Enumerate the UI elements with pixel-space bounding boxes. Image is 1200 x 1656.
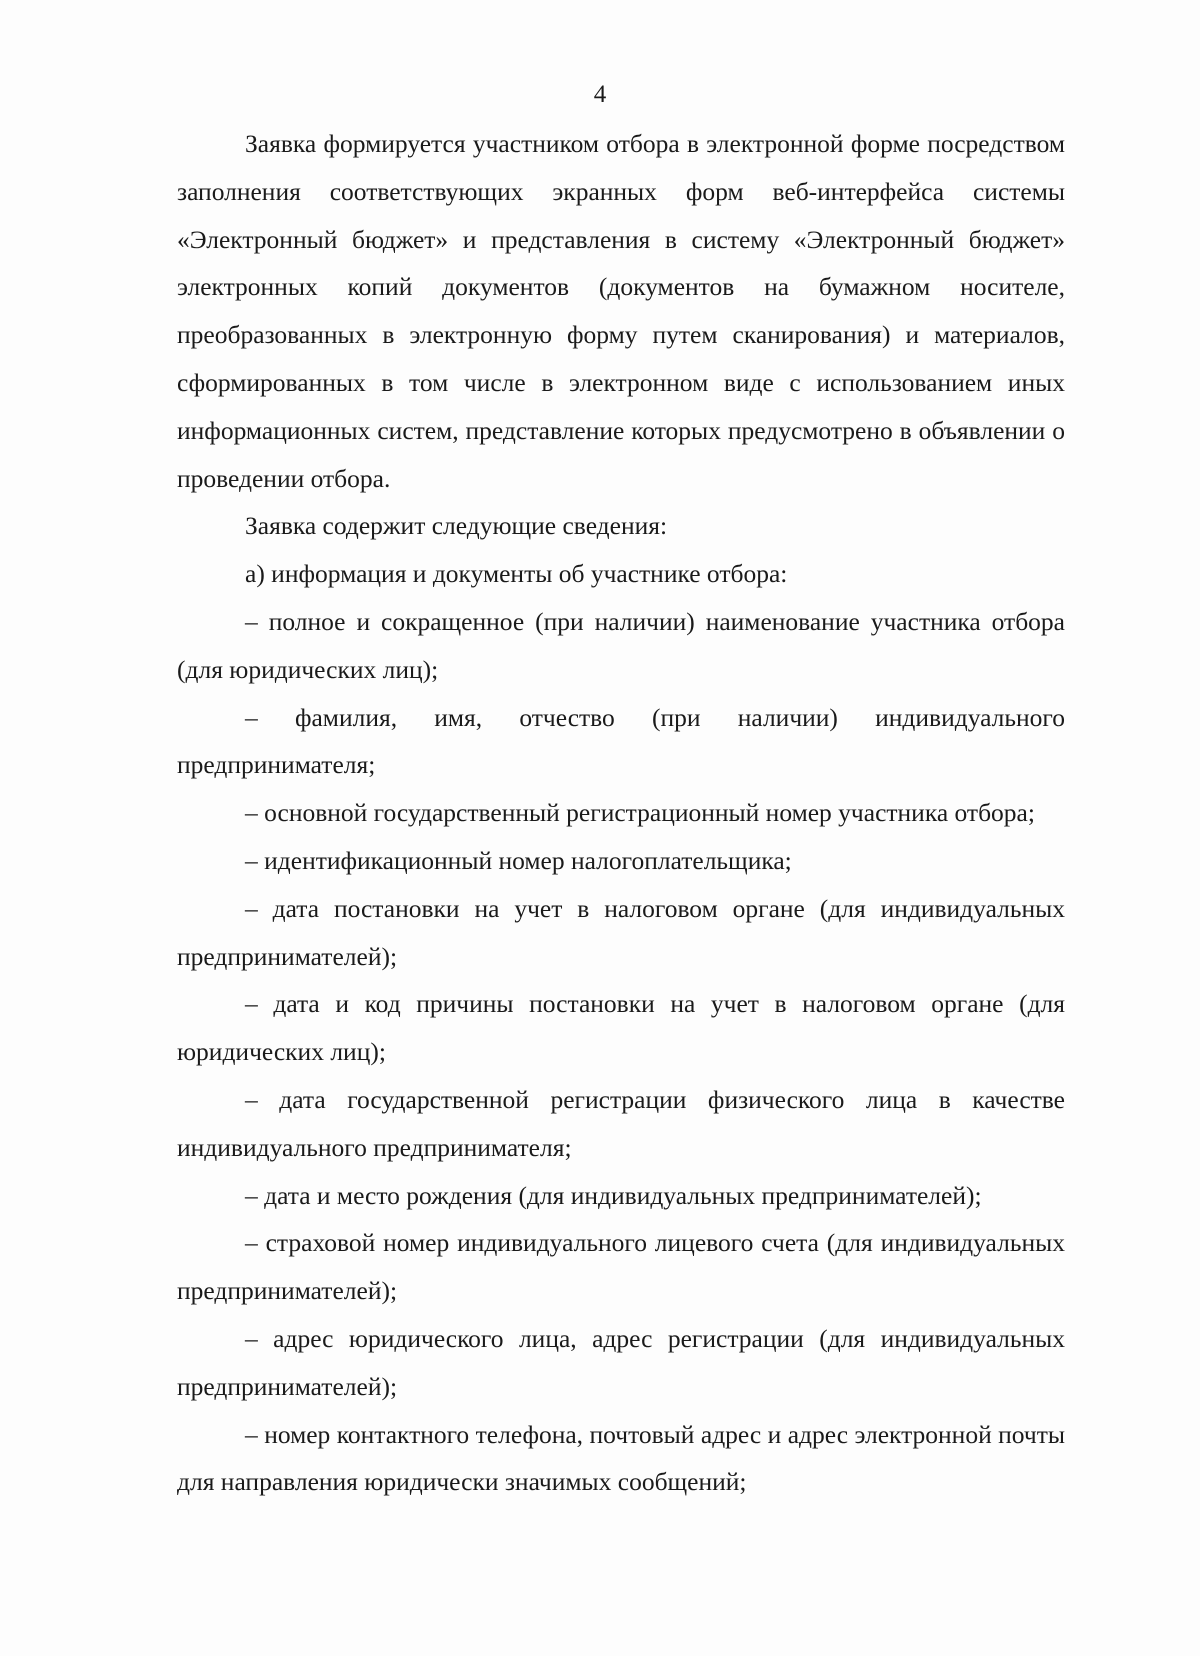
paragraph-item-a: а) информация и документы об участнике отбора: xyxy=(245,559,788,589)
list-item-address: – адрес юридического лица, адрес регистрации (для индивидуальных предпринимателей); xyxy=(177,1323,1065,1401)
list-item-fio: – фамилия, имя, отчество (при наличии) индивидуального предпринимателя; xyxy=(177,702,1065,780)
list-item-inn: – идентификационный номер налогоплательщика; xyxy=(245,845,792,875)
list-item-kpp: – дата и код причины постановки на учет в налоговом органе (для юридических лиц); xyxy=(177,989,1065,1067)
list-item-birth: – дата и место рождения (для индивидуальных предпринимателей); xyxy=(245,1180,982,1210)
list-item-state-registration: – дата государственной регистрации физического лица в качестве индивидуального предпринимателя; xyxy=(177,1084,1065,1162)
paragraph-application-contents: Заявка содержит следующие сведения: xyxy=(245,511,668,541)
document-body xyxy=(177,120,1065,1506)
list-item-snils: – страховой номер индивидуального лицевого счета (для индивидуальных предпринимателей); xyxy=(177,1228,1065,1306)
paragraph-application-formation: Заявка формируется участником отбора в электронной форме посредством заполнения соответствующих экранных форм веб-интерфейса системы «Электронный бюджет» и представления в систему «Электронный бюджет» электронных копий документов (документов на бумажном носителе, преобразованных в электронную форму путем сканирования) и материалов, сформированных в том числе в электронном виде с использованием иных информационных систем, представление которых предусмотрено в объявлении о проведении отбора. xyxy=(177,129,1065,493)
list-item-tax-registration-date: – дата постановки на учет в налоговом органе (для индивидуальных предпринимателей); xyxy=(177,893,1065,971)
page-number: 4 xyxy=(593,81,607,108)
list-item-ogrn: – основной государственный регистрационный номер участника отбора; xyxy=(245,798,1035,828)
list-item-contacts: – номер контактного телефона, почтовый адрес и адрес электронной почты для направления юридически значимых сообщений; xyxy=(177,1419,1065,1497)
list-item-full-name: – полное и сокращенное (при наличии) наименование участника отбора (для юридических лиц); xyxy=(177,606,1065,684)
